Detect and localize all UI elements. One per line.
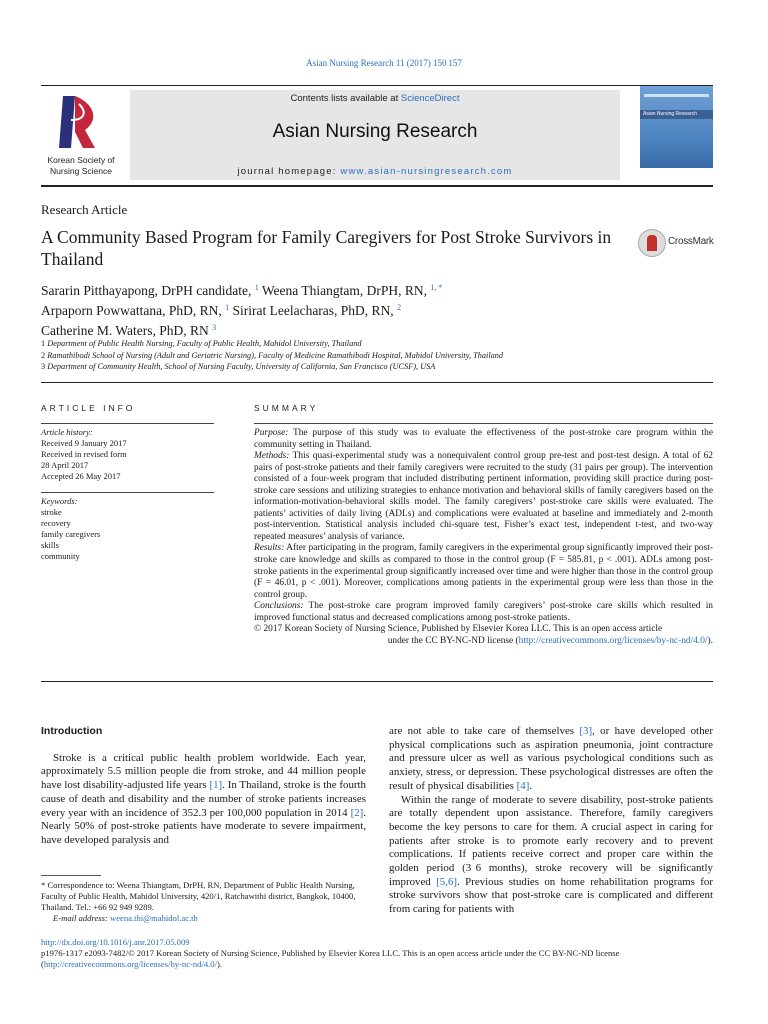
keywords-label: Keywords: [41,496,78,506]
doi-block: http://dx.doi.org/10.1016/j.anr.2017.05.009 p1976-1317 e2093-7482/© 2017 Korean Society of Nursing Science, Published by Elsevier Korea LLC. This is an open access article under the CC BY-NC-ND license (http://creativecommons.org/licenses/by-nc-nd/4.0/). [41,937,620,969]
reference-link[interactable]: [3] [579,725,593,737]
affiliation-item: 3 Department of Community Health, School of Nursing Faculty, University of California, San Francisco (UCSF), USA [41,362,436,371]
body-paragraph: Within the range of moderate to severe disability, post-stroke patients are totally dependent upon assistance. Therefore, family caregivers become the key persons to care for them. A crucial aspect in caring for patients after stroke is to promote early recovery and to prevent complications. If patients receive correct and proper care within the golden period (3 6 months), stroke recovery will be significantly improved [5,6]. Previous studies on home rehabilitation programs for stroke survivors show that post-stroke care is complicated and different from caring for patients with [389,793,713,916]
article-history [41,427,214,482]
abstract-bottom-rule [41,681,713,682]
journal-homepage [130,166,620,177]
article-type: Research Article [41,202,128,217]
author-name: Arpaporn Powwattana, PhD, RN, [41,303,222,318]
keyword[interactable]: community [41,551,80,561]
abstract-purpose: Purpose: The purpose of this study was to evaluate the effectiveness of the post-stroke care program within the community setting in Thailand. [254,428,713,450]
section-heading-introduction: Introduction [41,725,103,737]
article-title: A Community Based Program for Family Caregivers for Post Stroke Survivors in Thailand [41,227,612,269]
abstract-copyright: © 2017 Korean Society of Nursing Science, Published by Elsevier Korea LLC. This is an open access article [254,624,663,635]
license-link[interactable]: http://creativecommons.org/licenses/by-nc-nd/4.0/ [518,635,708,646]
journal-cover-image [640,86,713,180]
accepted-date: Accepted 26 May 2017 [41,471,121,481]
contents-line [130,93,620,104]
cover-title: Asian Nursing Research [643,111,697,117]
revised-label: Received in revised form [41,449,127,459]
contents-prefix: Contents lists available at [290,93,401,104]
reference-link[interactable]: [1] [209,779,223,792]
header-top-rule [41,85,713,86]
summary-rule [254,423,713,424]
received-date: Received 9 January 2017 [41,438,127,448]
keywords-block [41,496,214,562]
body-left-column [41,725,366,848]
author-affiliation-ref[interactable]: 1, * [430,283,443,292]
keyword[interactable]: skills [41,540,59,550]
sciencedirect-link[interactable]: ScienceDirect [400,93,460,104]
summary-heading: SUMMARY [254,403,319,413]
correspondence-text: * Correspondence to: Weena Thiangtam, DrPH, RN, Department of Public Health Nursing, Faculty of Public Health, Mahidol University, 420/1, Ratchawithi district, Bangkok, 10400, Thailand. Tel.: +66 92 949 9289. [41,880,356,912]
crossmark-label: CrossMark [668,236,714,247]
society-logo-icon [41,90,121,152]
bottom-license-link[interactable]: http://creativecommons.org/licenses/by-nc-nd/4.0/ [43,959,217,969]
society-name [33,155,129,177]
author-affiliation-ref[interactable]: 1 [225,303,230,312]
author-list [41,279,641,339]
crossmark-icon [638,229,666,257]
affiliation-item: 2 Ramathibodi School of Nursing (Adult and Geriatric Nursing), Faculty of Medicine Ramathibodi Hospital, Mahidol University, Thailand [41,350,504,360]
society-name-line1: Korean Society of [47,155,115,165]
article-info-rule [41,423,214,424]
body-right-column [389,725,713,917]
email-link[interactable]: weena.thi@mahidol.ac.th [109,913,198,923]
body-paragraph: Stroke is a critical public health problem worldwide. Each year, approximately 5.5 million people die from stroke, and 44 million people have lost disability-adjusted life years [1]. In Thailand, stroke is the fourth cause of death and disability and the number of stroke patients increases every year with an incidence of 352.3 per 100,000 population in 2014 [2]. Nearly 50% of post-stroke patients have moderate to severe impairment, have developed paralysis and [41,751,366,846]
front-matter-rule [41,382,713,383]
reference-link[interactable]: [4] [516,779,530,792]
abstract-results: Results: After participating in the program, family caregivers in the experimental group significantly improved their post-stroke care knowledge and skills as compared to those in the control group (F = 585.81, p < .001). ADLs among post-stroke patients in the experimental group significantly increased over time and were higher than those in the control group (F = 46.01, p < .001). Moreover, complications among patients in the experimental group were less than those in the control group. [254,543,713,600]
email-line: E-mail address: weena.thi@mahidol.ac.th [53,913,198,923]
abstract-license: under the CC BY-NC-ND license (http://creativecommons.org/licenses/by-nc-nd/4.0/). [387,635,713,646]
reference-link[interactable]: [5,6] [436,875,458,888]
journal-citation: Asian Nursing Research 11 (2017) 150 157 [306,58,462,68]
revised-date: 28 April 2017 [41,460,89,470]
affiliation-list [41,338,681,373]
author-name: Sirirat Leelacharas, PhD, RN, [232,303,394,318]
author-name: Weena Thiangtam, DrPH, RN, [261,283,427,298]
body-paragraph: are not able to take care of themselves [3], or have developed other physical complications such as aspiration pneumonia, joint contracture and pressure ulcer as well as various psychological conditions such as anxiety, stress, or depression. These psychological distresses are often the result of physical disabilities [4]. [389,725,713,792]
cover-title-band [640,110,713,119]
keyword[interactable]: recovery [41,518,71,528]
society-name-line2: Nursing Science [50,166,112,176]
correspondence-footnote [41,880,366,924]
history-label: Article history: [41,427,93,437]
homepage-prefix: journal homepage: [237,166,341,177]
issn-text: p1976-1317 e2093-7482/© 2017 Korean Society of Nursing Science, Published by Elsevier Korea LLC. This is an open access article under the CC BY-NC-ND license ( [41,948,620,969]
abstract [254,428,713,647]
footnote-rule [41,875,101,876]
reference-link[interactable]: [2] [350,806,364,819]
cover-bottom-strip [640,168,713,180]
author-affiliation-ref[interactable]: 1 [254,283,259,292]
doi-link[interactable]: http://dx.doi.org/10.1016/j.anr.2017.05.009 [41,937,190,947]
homepage-link[interactable]: www.asian-nursingresearch.com [340,166,513,177]
header-bottom-rule [41,185,713,187]
abstract-conclusions: Conclusions: The post-stroke care program improved family caregivers’ post-stroke care skills which resulted in improved functional status and decreased complications among post-stroke patients. [254,601,713,623]
keywords-rule [41,492,214,493]
keyword[interactable]: family caregivers [41,529,101,539]
article-info-heading: ARTICLE INFO [41,403,136,413]
author-name: Catherine M. Waters, PhD, RN [41,323,209,338]
author-affiliation-ref[interactable]: 2 [397,303,402,312]
abstract-methods: Methods: This quasi-experimental study was a nonequivalent control group pre-test and post-test design. A total of 62 pairs of post-stroke patients and their family caregivers were recruited to the study (31 pairs per group). The intervention consisted of a four-week program that included distributing pertinent information, providing skill practice during post-stroke care sessions and utilizing strategies to enhance motivation and behavioral skills of family caregivers based on the information-motivation-behavioral skills model. The family caregivers’ post-stroke care skills were evaluated. The patients’ activities of daily living (ADLs) and complications were evaluated at baseline and immediately and 2-month post-intervention. Statistical analysis included chi-square test, Fisher’s exact test, independent t-test, and two-way repeated measures’ analysis of variance. [254,451,713,542]
author-affiliation-ref[interactable]: 3 [212,323,217,332]
affiliation-item: 1 Department of Public Health Nursing, Faculty of Public Health, Mahidol University, Thailand [41,339,362,348]
cover-top-bar [644,94,709,97]
keyword[interactable]: stroke [41,507,62,517]
journal-name: Asian Nursing Research [272,121,478,142]
crossmark-button[interactable] [638,229,718,259]
author-name: Sararin Pitthayapong, DrPH candidate, [41,283,252,298]
